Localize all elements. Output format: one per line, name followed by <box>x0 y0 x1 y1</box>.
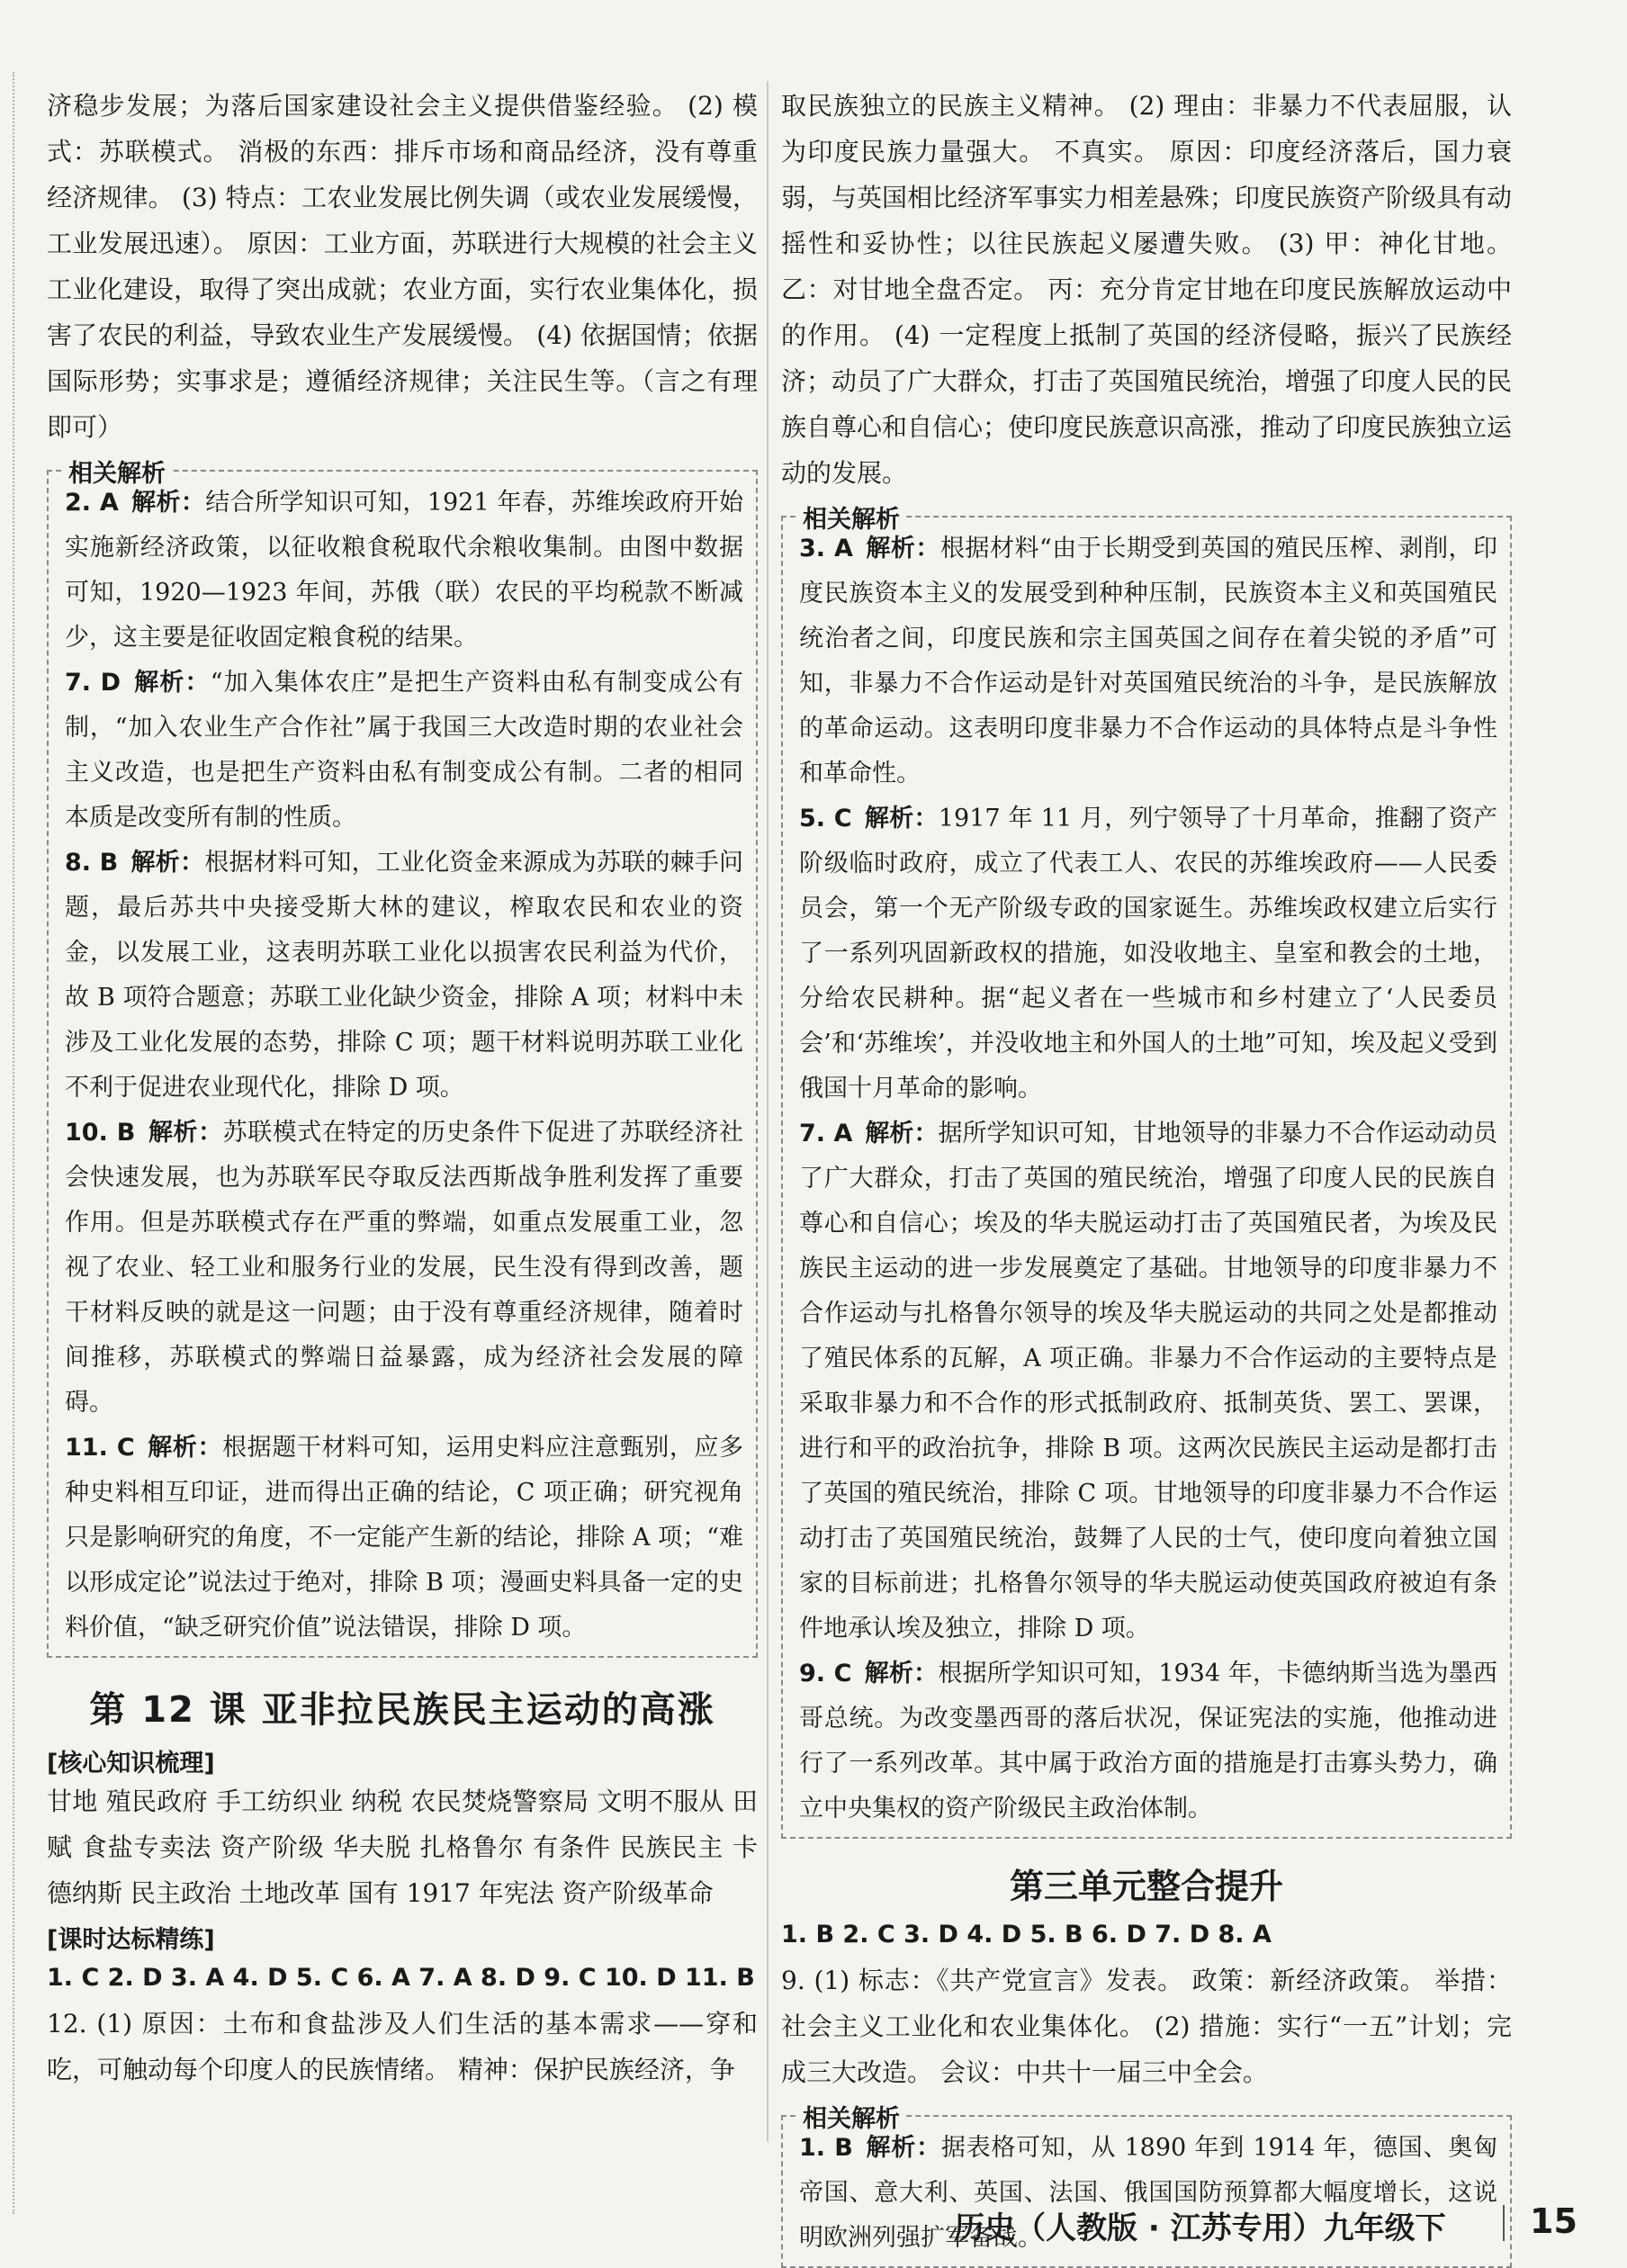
analysis-box-title: 相关解析 <box>797 500 905 535</box>
item-text: 结合所学知识可知，1921 年春，苏维埃政府开始实施新经济政策，以征收粮食税取代余粮收集制。由图中数据可知，1920—1923 年间，苏俄（联）农民的平均税款不断减少，这主要是征收固定粮食税的结果。 <box>65 489 744 652</box>
column-divider <box>767 81 769 2142</box>
analysis-box-title: 相关解析 <box>63 454 171 489</box>
analysis-item <box>65 481 743 661</box>
item-keyword: 解析： <box>864 1660 939 1688</box>
practice-answers: 1. C 2. D 3. A 4. D 5. C 6. A 7. A 8. D 9. C 10. D 11. B <box>47 1964 755 1992</box>
item-number: 7. D <box>65 669 121 697</box>
item-number: 9. C <box>799 1660 852 1688</box>
left-column <box>47 83 758 2092</box>
item-number: 11. C <box>65 1434 135 1462</box>
footer-divider <box>1503 2205 1505 2241</box>
item-text: 根据所学知识可知，1934 年，卡德纳斯当选为墨西哥总统。为改变墨西哥的落后状况，保证宪法的实施，他推动进行了一系列改革。其中属于政治方面的措施是打击寡头势力，确立中央集权的资产阶级民主政治体制。 <box>799 1660 1498 1822</box>
item-keyword: 解析： <box>133 669 211 697</box>
unit-answers: 1. B 2. C 3. D 4. D 5. B 6. D 7. D 8. A <box>781 1921 1272 1948</box>
analysis-item <box>65 1426 743 1651</box>
analysis-item <box>65 841 743 1111</box>
question-9-answer: 9. (1) 标志：《共产党宣言》发表。 政策：新经济政策。 举措：社会主义工业化和农业集体化。 (2) 措施：实行“一五”计划；完成三大改造。 会议：中共十一届三中全会。 <box>781 1966 1512 2087</box>
analysis-item <box>799 1652 1497 1832</box>
analysis-item <box>799 796 1497 1112</box>
answer-continuation: 取民族独立的民族主义精神。 (2) 理由：非暴力不代表屈服，认为印度民族力量强大。 不真实。 原因：印度经济落后，国力衰弱，与英国相比经济军事实力相差悬殊；印度民族资产阶级具有动摇性和妥协性；以往民族起义屡遭失败。 (3) 甲：神化甘地。 乙：对甘地全盘否定。 丙：充分肯定甘地在印度民族解放运动中的作用。 (4) 一定程度上抵制了英国的经济侵略，振兴了民族经济；动员了广大群众，打击了英国殖民统治，增强了印度人民的民族自尊心和自信心；使印度民族意识高涨，推动了印度民族独立运动的发展。 <box>781 91 1513 488</box>
item-keyword: 解析： <box>148 1119 223 1147</box>
item-text: 据表格可知，从 1890 年到 1914 年，德国、奥匈帝国、意大利、英国、法国、俄国国防预算都大幅度增长，这说明欧洲列强扩军备战。 <box>799 2134 1498 2252</box>
analysis-item <box>799 1112 1497 1652</box>
analysis-item <box>799 526 1497 796</box>
analysis-item <box>65 1111 743 1426</box>
analysis-box <box>47 460 758 1658</box>
item-text: 1917 年 11 月，列宁领导了十月革命，推翻了资产阶级临时政府，成立了代表工人、农民的苏维埃政府——人民委员会，第一个无产阶级专政的国家诞生。苏维埃政权建立后实行了一系列巩固新政权的措施，如没收地主、皇室和教会的土地，分给农民耕种。据“起义者在一些城市和乡村建立了‘人民委员会’和‘苏维埃’，并没收地主和外国人的土地”可知，埃及起义受到俄国十月革命的影响。 <box>799 805 1497 1102</box>
item-number: 7. A <box>799 1120 853 1148</box>
binding-margin <box>13 72 14 2214</box>
item-number: 5. C <box>799 805 852 832</box>
answer-continuation: 济稳步发展；为落后国家建设社会主义提供借鉴经验。 (2) 模式：苏联模式。 消极的东西：排斥市场和商品经济，没有尊重经济规律。 (3) 特点：工农业发展比例失调（或农业发展缓慢，工业发展迅速）。 原因：工业方面，苏联进行大规模的社会主义工业化建设，取得了突出成就；农业方面，实行农业集体化，损害了农民的利益，导致农业生产发展缓慢。 (4) 依据国情；依据国际形势；实事求是；遵循经济规律；关注民生等。（言之有理即可） <box>47 91 758 442</box>
practice-tag: [课时达标精练] <box>47 1926 215 1954</box>
item-number: 10. B <box>65 1119 136 1147</box>
item-keyword: 解析： <box>865 1120 939 1148</box>
item-number: 1. B <box>799 2134 853 2162</box>
core-knowledge-tag: [核心知识梳理] <box>47 1750 215 1778</box>
item-text: 根据材料可知，工业化资金来源成为苏联的棘手问题，最后苏共中央接受斯大林的建议，榨取农民和农业的资金，以发展工业，这表明苏联工业化以损害农民利益为代价，故 B 项符合题意；苏联工业化缺少资金，排除 A 项；材料中未涉及工业化发展的态势，排除 C 项；题干材料说明苏联工业化不利于促进农业现代化，排除 D 项。 <box>65 849 744 1102</box>
core-knowledge-text: 甘地 殖民政府 手工纺织业 纳税 农民焚烧警察局 文明不服从 田赋 食盐专卖法 资产阶级 华夫脱 扎格鲁尔 有条件 民族民主 卡德纳斯 民主政治 土地改革 国有 1917 年宪法 资产阶级革命 <box>47 1786 758 1908</box>
item-text: “加入集体农庄”是把生产资料由私有制变成公有制，“加入农业生产合作社”属于我国三大改造时期的农业社会主义改造，也是把生产资料由私有制变成公有制。二者的相同本质是改变所有制的性质。 <box>65 669 743 832</box>
lesson-title: 第 12 课 亚非拉民族民主运动的高涨 <box>89 1689 715 1731</box>
item-keyword: 解析： <box>130 849 205 877</box>
right-column <box>781 83 1512 2268</box>
item-number: 3. A <box>799 535 853 562</box>
page-number: 15 <box>1530 2201 1578 2241</box>
analysis-box-title: 相关解析 <box>797 2099 905 2134</box>
unit-title: 第三单元整合提升 <box>1009 1867 1283 1906</box>
item-text: 根据材料“由于长期受到英国的殖民压榨、剥削，印度民族资本主义的发展受到种种压制，民族资本主义和英国殖民统治者之间，印度民族和宗主国英国之间存在着尖锐的矛盾”可知，非暴力不合作运动是针对英国殖民统治的斗争，是民族解放的革命运动。这表明印度非暴力不合作运动的具体特点是斗争性和革命性。 <box>799 535 1498 788</box>
item-number: 8. B <box>65 849 119 877</box>
item-text: 根据题干材料可知，运用史料应注意甄别，应多种史料相互印证，进而得出正确的结论，C 项正确；研究视角只是影响研究的角度，不一定能产生新的结论，排除 A 项；“难以形成定论”说法过于绝对，排除 B 项；漫画史料具备一定的史料价值，“缺乏研究价值”说法错误，排除 D 项。 <box>65 1434 744 1642</box>
item-text: 苏联模式在特定的历史条件下促进了苏联经济社会快速发展，也为苏联军民夺取反法西斯战争胜利发挥了重要作用。但是苏联模式存在严重的弊端，如重点发展重工业，忽视了农业、轻工业和服务行业的发展，民生没有得到改善，题干材料反映的就是这一问题；由于没有尊重经济规律，随着时间推移，苏联模式的弊端日益暴露，成为经济社会发展的障碍。 <box>65 1119 744 1417</box>
item-keyword: 解析： <box>864 805 939 832</box>
analysis-item <box>65 661 743 841</box>
item-number: 2. A <box>65 489 119 517</box>
item-keyword: 解析： <box>865 535 940 562</box>
item-keyword: 解析： <box>147 1434 223 1462</box>
item-text: 据所学知识可知，甘地领导的非暴力不合作运动动员了广大群众，打击了英国的殖民统治，增强了印度人民的民族自尊心和自信心；埃及的华夫脱运动打击了英国殖民者，为埃及民族民主运动的进一步发展奠定了基础。甘地领导的印度非暴力不合作运动与扎格鲁尔领导的埃及华夫脱运动的共同之处是都推动了殖民体系的瓦解，A 项正确。非暴力不合作运动的主要特点是采取非暴力和不合作的形式抵制政府、抵制英货、罢工、罢课，进行和平的政治抗争，排除 B 项。这两次民族民主运动是都打击了英国的殖民统治，排除 C 项。甘地领导的印度非暴力不合作运动打击了英国殖民统治，鼓舞了人民的士气，使印度向着独立国家的目标前进；扎格鲁尔领导的华夫脱运动使英国政府被迫有条件地承认埃及独立，排除 D 项。 <box>799 1120 1498 1642</box>
footer-subject: 历史（人教版 · 江苏专用）九年级下 <box>954 2210 1446 2246</box>
question-12-answer: 12. (1) 原因：土布和食盐涉及人们生活的基本需求——穿和吃，可触动每个印度人的民族情绪。 精神：保护民族经济，争 <box>47 2009 758 2084</box>
analysis-box <box>781 506 1512 1839</box>
item-keyword: 解析： <box>130 489 206 517</box>
item-keyword: 解析： <box>865 2134 941 2162</box>
